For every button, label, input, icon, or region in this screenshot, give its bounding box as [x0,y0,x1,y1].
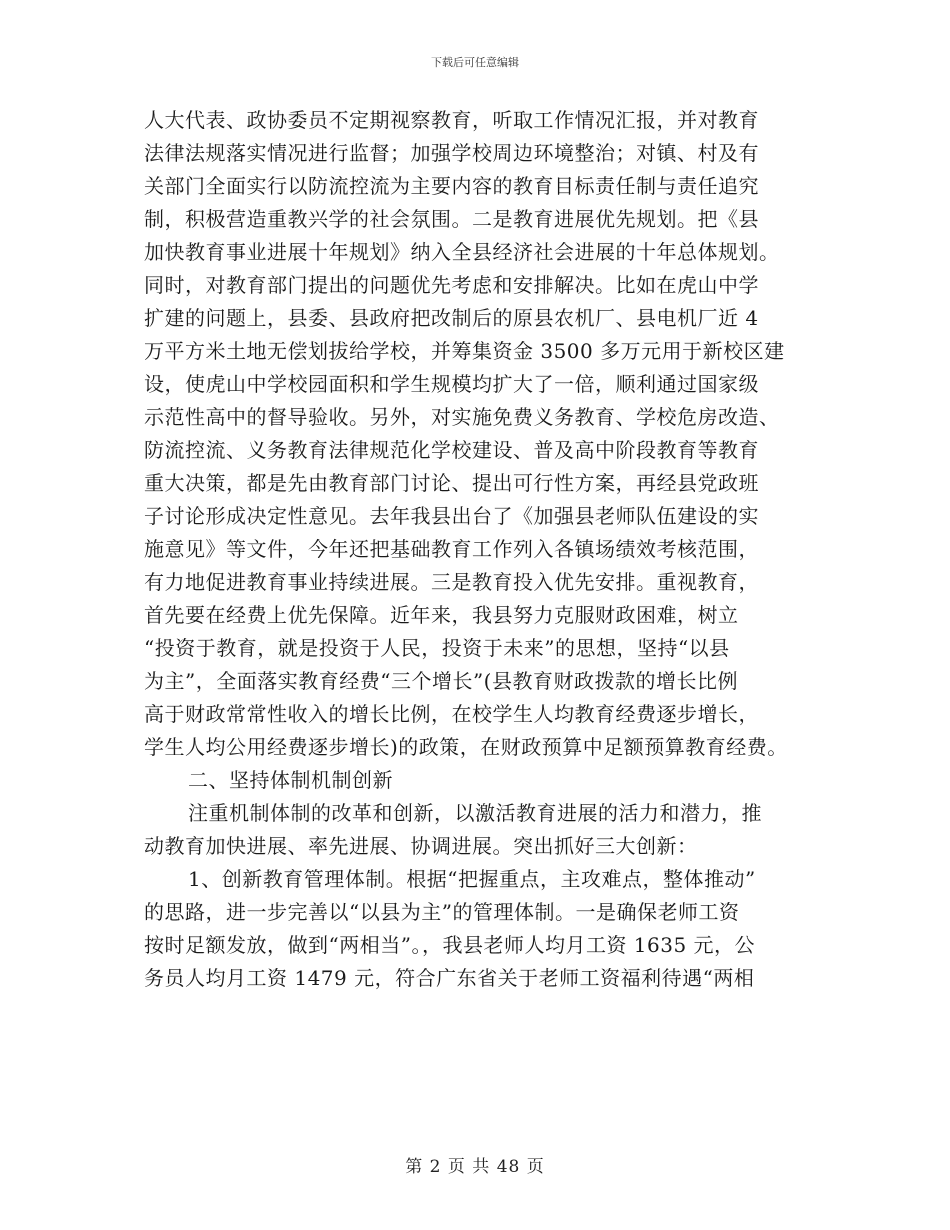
body-line: 动教育加快进展、率先进展、协调进展。突出抓好三大创新： [144,834,698,858]
body-line: 首先要在经费上优先保障。近年来，我县努力克服财政困难，树立 [144,603,739,627]
page-number-footer: 第 2 页 共 48 页 [405,1157,545,1177]
page-header: 下载后可任意编辑 [431,56,519,69]
body-line: 示范性高中的督导验收。另外，对实施免费义务教育、学校危房改造、 [144,405,780,429]
body-line: 注重机制体制的改革和创新，以激活教育进展的活力和潜力，推 [188,801,762,825]
body-line: 高于财政常常性收入的增长比例，在校学生人均教育经费逐步增长， [144,702,759,726]
body-line: 设，使虎山中学校园面积和学生规模均扩大了一倍，顺利通过国家级 [144,372,759,396]
body-line: 防流控流、义务教育法律规范化学校建设、普及高中阶段教育等教育 [144,438,759,462]
body-line: 万平方米土地无偿划拔给学校，并筹集资金 3500 多万元用于新校区建 [144,339,785,363]
body-line: 法律法规落实情况进行监督；加强学校周边环境整治；对镇、村及有 [144,141,759,165]
body-line: 有力地促进教育事业持续进展。三是教育投入优先安排。重视教育， [144,570,759,594]
section-heading: 二、坚持体制机制创新 [188,768,393,792]
body-line: 为主”，全面落实教育经费“三个增长”(县教育财政拨款的增长比例 [144,669,738,693]
body-line: 务员人均月工资 1479 元，符合广东省关于老师工资福利待遇“两相 [144,966,755,990]
body-line: 同时，对教育部门提出的问题优先考虑和安排解决。比如在虎山中学 [144,273,759,297]
body-line: 1、创新教育管理体制。根据“把握重点，主攻难点，整体推动” [188,867,756,891]
body-line: 按时足额发放，做到“两相当”。，我县老师人均月工资 1635 元，公 [144,933,756,957]
document-body [144,104,824,995]
body-line: “投资于教育，就是投资于人民，投资于未来”的思想，坚持“以县 [144,636,730,660]
body-line: 子讨论形成决定性意见。去年我县出台了《加强县老师队伍建设的实 [144,504,759,528]
body-line: 关部门全面实行以防流控流为主要内容的教育目标责任制与责任追究 [144,174,759,198]
body-line: 制，积极营造重教兴学的社会氛围。二是教育进展优先规划。把《县 [144,207,759,231]
body-line: 人大代表、政协委员不定期视察教育，听取工作情况汇报，并对教育 [144,108,759,132]
body-line: 施意见》等文件，今年还把基础教育工作列入各镇场绩效考核范围， [144,537,759,561]
body-line: 的思路，进一步完善以“以县为主”的管理体制。一是确保老师工资 [144,900,740,924]
body-line: 学生人均公用经费逐步增长)的政策，在财政预算中足额预算教育经费。 [144,735,788,759]
body-line: 扩建的问题上，县委、县政府把改制后的原县农机厂、县电机厂近 4 [144,306,759,330]
body-line: 加快教育事业进展十年规划》纳入全县经济社会进展的十年总体规划。 [144,240,780,264]
body-line: 重大决策，都是先由教育部门讨论、提出可行性方案，再经县党政班 [144,471,759,495]
